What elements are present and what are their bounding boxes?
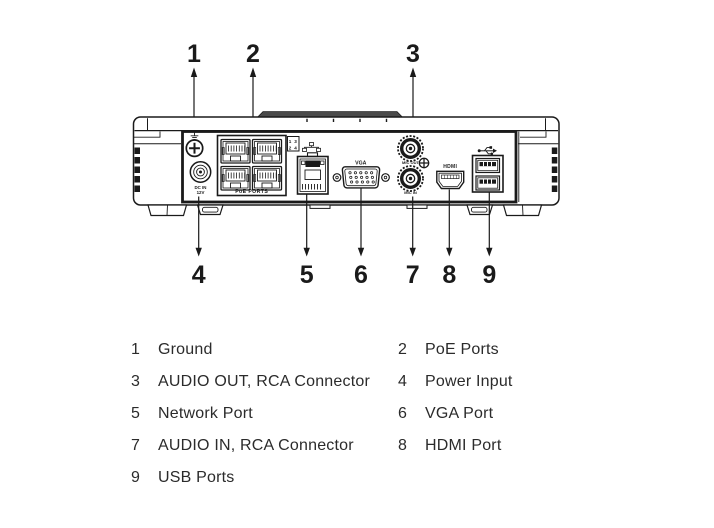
poe-ports-label: PoE PORTS [235, 189, 269, 196]
callout-number-7: 7 [405, 261, 420, 289]
legend-num: 5 [131, 405, 141, 422]
callout-number-5: 5 [299, 261, 314, 289]
legend-label: AUDIO IN, RCA Connector [158, 437, 354, 454]
port-latch [306, 161, 321, 168]
dc-in-label: DC IN [194, 185, 207, 190]
arrow-up-icon [250, 68, 256, 78]
vga-label: VGA [355, 160, 367, 167]
foot-seam [167, 205, 168, 216]
callout-number-8: 8 [442, 261, 457, 289]
arrow-down-icon [446, 248, 452, 257]
legend-label: AUDIO OUT, RCA Connector [158, 373, 370, 390]
legend-num: 9 [131, 469, 141, 486]
vent-slot [552, 148, 558, 155]
vent-slot [135, 186, 141, 193]
callout-number-6: 6 [354, 261, 368, 289]
legend [125, 340, 595, 500]
legend-num: 2 [398, 341, 408, 358]
callout-audio-in [406, 197, 420, 290]
legend-label: Network Port [158, 405, 253, 422]
feet [148, 205, 542, 216]
legend-row [125, 372, 595, 392]
legend-label: USB Ports [158, 469, 235, 486]
poe-map-row1: 1 3 [288, 139, 298, 144]
vent-slot [135, 176, 141, 183]
callout-number-3: 3 [406, 40, 420, 68]
foot [198, 205, 224, 215]
callout-number-2: 2 [246, 40, 260, 68]
legend-label: Power Input [425, 373, 513, 390]
legend-num: 7 [131, 437, 141, 454]
legend-row [125, 404, 595, 424]
legend-label: HDMI Port [425, 437, 502, 454]
audio-in-label: MIC IN [404, 190, 417, 195]
usb-port-top [476, 159, 500, 173]
foot [467, 205, 493, 215]
legend-num: 4 [398, 373, 408, 390]
legend-label: Ground [158, 341, 213, 358]
foot-tab [407, 205, 427, 208]
arrow-down-icon [410, 248, 416, 257]
audio-out-label: MIC OUT [402, 160, 419, 165]
ground-plus-symbol [419, 158, 428, 167]
legend-num: 1 [131, 341, 141, 358]
legend-num: 6 [398, 405, 408, 422]
legend-row [125, 436, 595, 456]
vent-slot [552, 167, 558, 174]
hdmi-label: HDMI [443, 163, 458, 170]
dc-jack-pin [199, 171, 202, 174]
vent-slot [135, 148, 141, 155]
foot-tab [310, 205, 330, 208]
legend-row [125, 340, 595, 360]
callout-number-9: 9 [482, 261, 497, 289]
vent-slot [552, 176, 558, 183]
legend-row [125, 468, 595, 488]
foot-seam [523, 205, 524, 216]
arrow-down-icon [486, 248, 492, 257]
dc-in-voltage-label: 12V [196, 190, 205, 195]
arrow-up-icon [191, 68, 197, 78]
vent-slot [552, 157, 558, 164]
vent-slot [552, 186, 558, 193]
legend-num: 3 [131, 373, 141, 390]
legend-label: PoE Ports [425, 341, 499, 358]
arrow-up-icon [410, 68, 416, 78]
arrow-down-icon [196, 248, 202, 257]
usb-port-bottom [476, 176, 500, 190]
vent-slot [135, 167, 141, 174]
vent-slot [135, 157, 141, 164]
poe-map-row2: 2 4 [288, 145, 298, 151]
arrow-down-icon [358, 248, 364, 257]
port-contacts [303, 184, 321, 190]
callout-number-1: 1 [187, 40, 201, 68]
legend-num: 8 [398, 437, 408, 454]
callout-number-4: 4 [191, 261, 206, 289]
poe-port-map [288, 137, 300, 152]
legend-label: VGA Port [425, 405, 494, 422]
arrow-down-icon [304, 248, 310, 257]
